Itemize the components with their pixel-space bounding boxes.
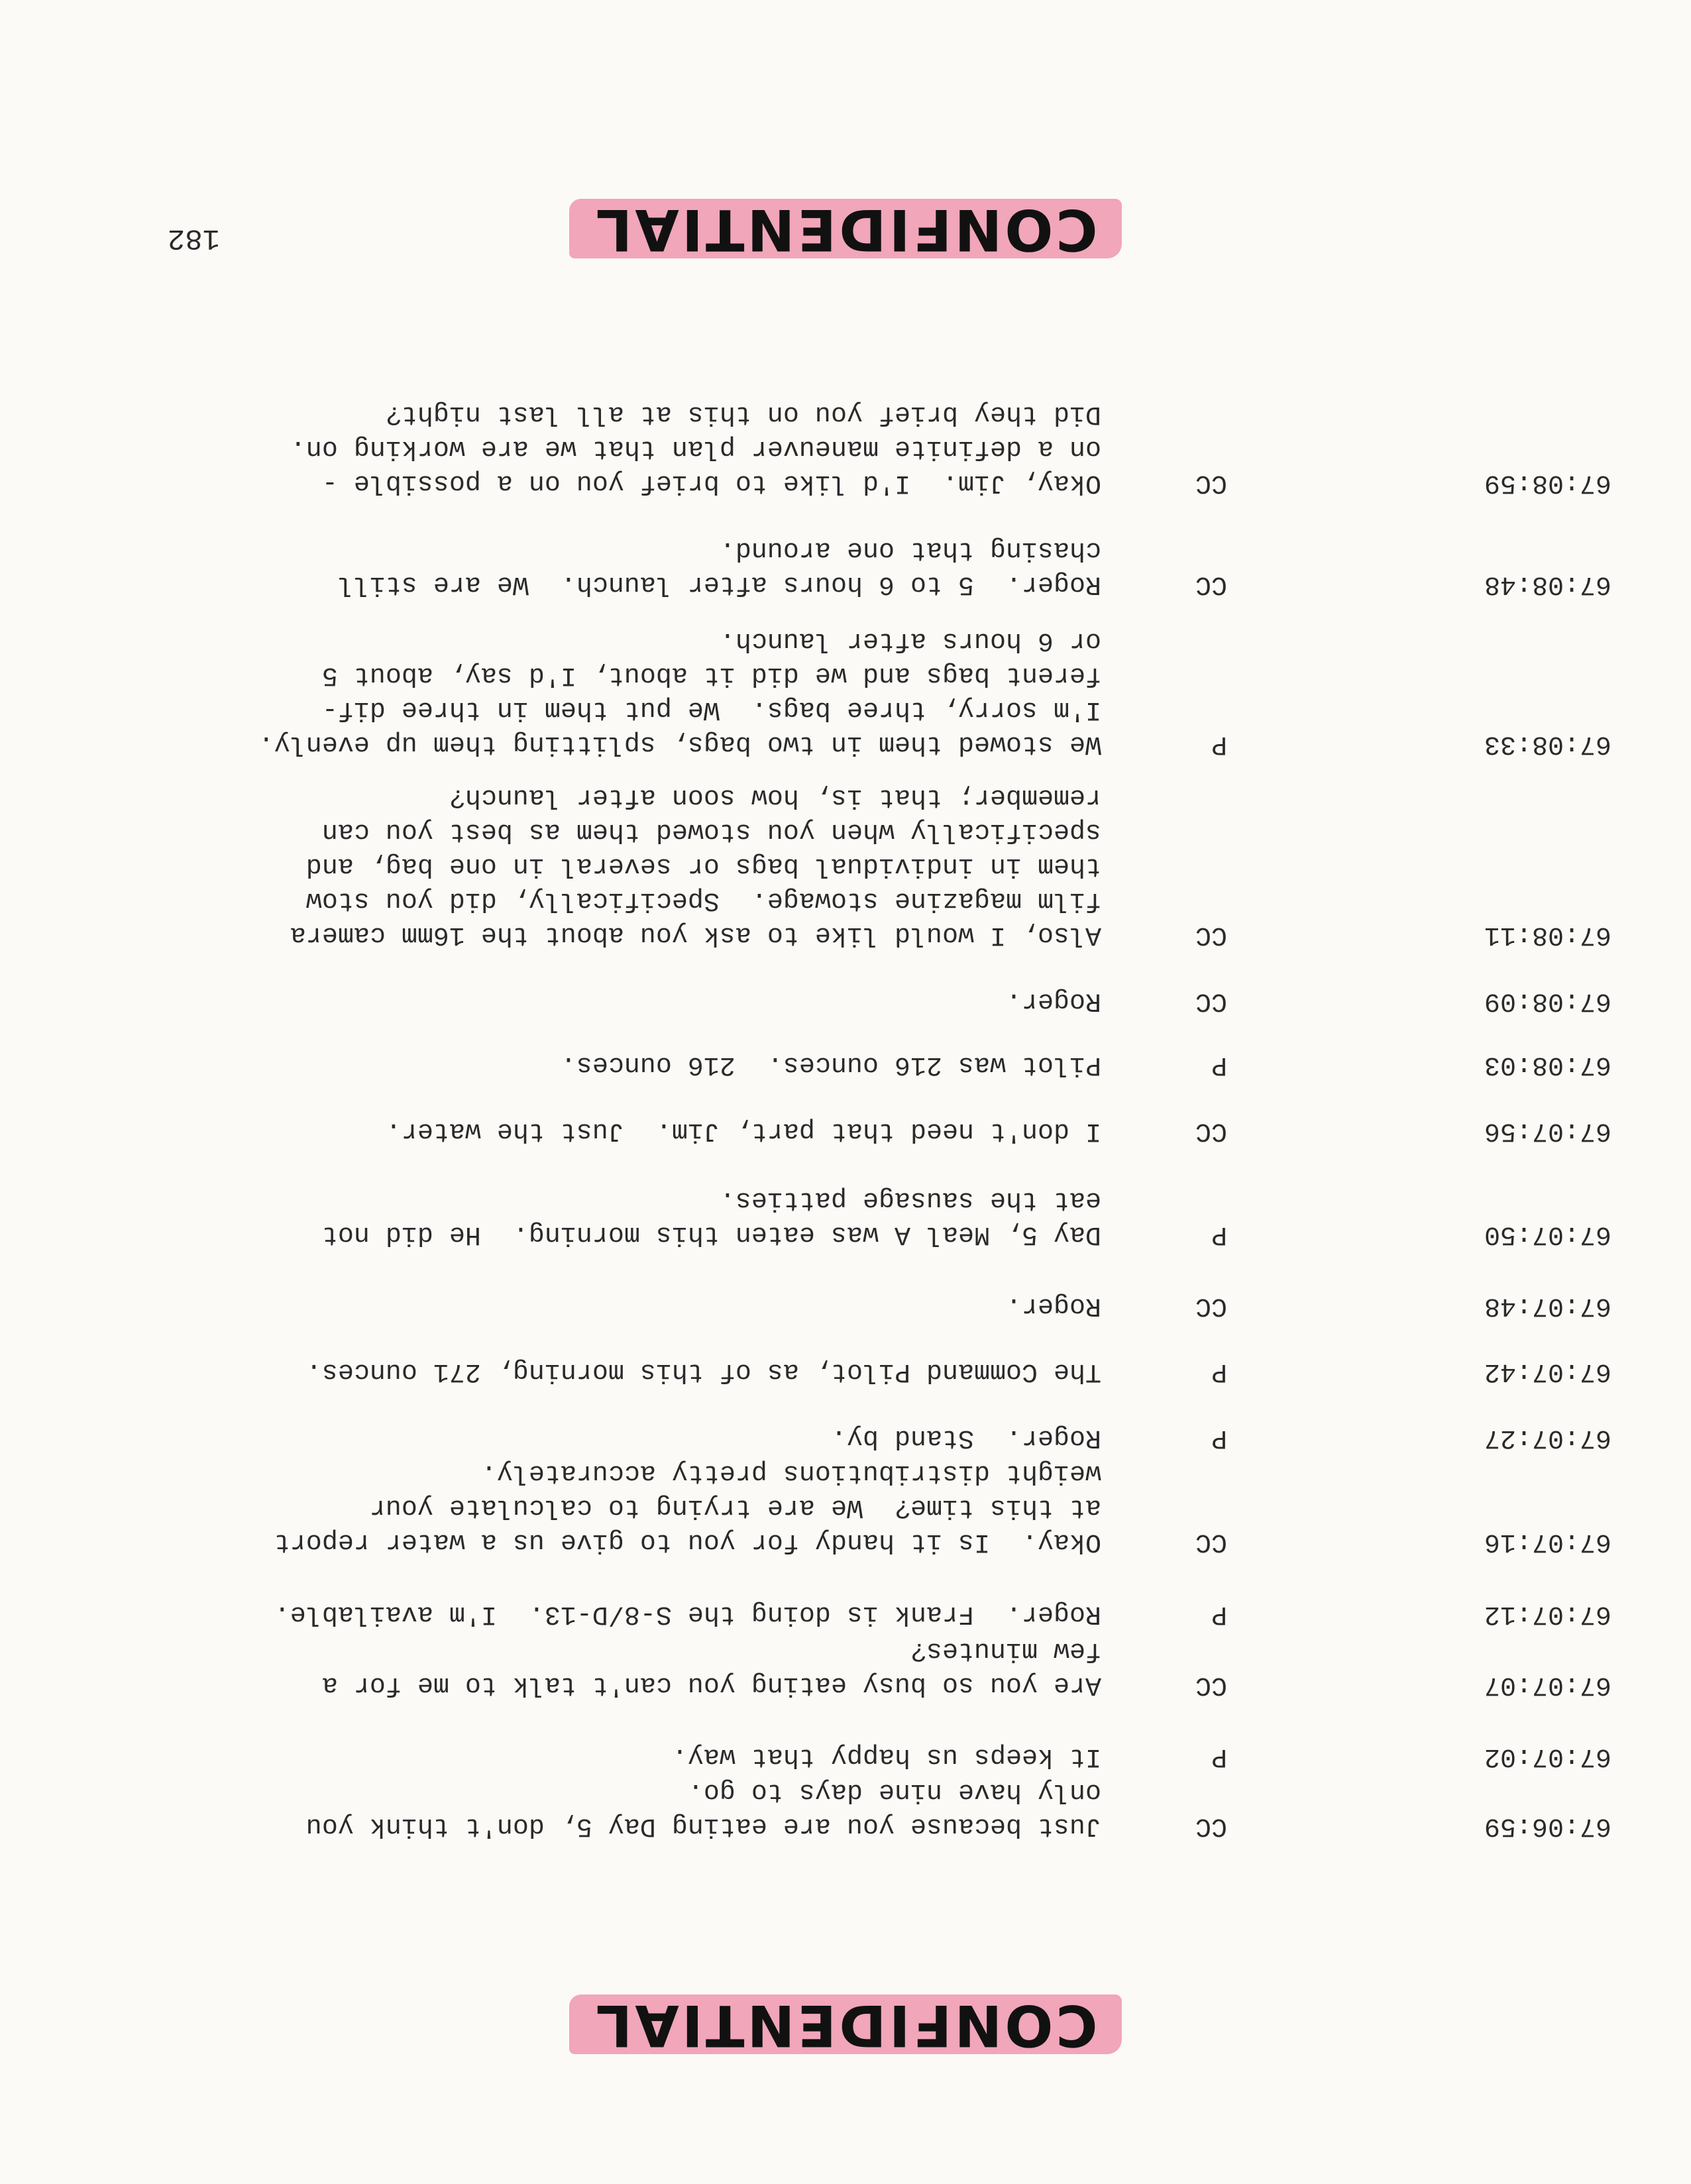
- speaker: CC: [1195, 1811, 1227, 1841]
- speaker: P: [1211, 1423, 1227, 1452]
- utterance-line: I'm sorry, three bags. We put them in three dif-: [321, 694, 1101, 724]
- timestamp: 67:07:56: [1484, 1116, 1611, 1146]
- speaker: P: [1211, 1219, 1227, 1249]
- timestamp: 67:07:02: [1484, 1741, 1611, 1771]
- utterance-line: few minutes?: [910, 1635, 1101, 1665]
- timestamp: 67:06:59: [1484, 1811, 1611, 1841]
- utterance-line: We stowed them in two bags, splitting them up evenly.: [258, 729, 1101, 759]
- utterance-line: Also, I would like to ask you about the 16mm camera: [290, 920, 1101, 950]
- speaker: CC: [1195, 1291, 1227, 1321]
- classification-stamp-top: [0, 196, 1691, 262]
- page-number: 182: [167, 221, 220, 254]
- utterance: [107, 1633, 1101, 1702]
- utterance-line: Just because you are eating Day 5, don't think you: [305, 1811, 1101, 1841]
- utterance: [107, 779, 1101, 952]
- utterance-line: Roger. 5 to 6 hours after launch. We are still: [337, 569, 1101, 599]
- speaker: CC: [1195, 986, 1227, 1016]
- speaker: CC: [1195, 1527, 1227, 1556]
- speaker: CC: [1195, 920, 1227, 950]
- utterance-line: specifically when you stowed them as best you can: [321, 816, 1101, 846]
- timestamp: 67:07:50: [1484, 1219, 1611, 1249]
- timestamp: 67:07:27: [1484, 1423, 1611, 1452]
- utterance: [107, 396, 1101, 500]
- timestamp: 67:07:12: [1484, 1599, 1611, 1629]
- utterance: [107, 1420, 1101, 1454]
- utterance-line: It keeps us happy that way.: [671, 1741, 1101, 1771]
- utterance-line: Are you so busy eating you can't talk to me for a: [321, 1670, 1101, 1700]
- classification-label: CONFIDENTIAL: [593, 196, 1098, 262]
- timestamp: 67:08:03: [1484, 1050, 1611, 1079]
- timestamp: 67:07:16: [1484, 1527, 1611, 1556]
- timestamp: 67:07:07: [1484, 1670, 1611, 1700]
- utterance: [107, 1455, 1101, 1558]
- speaker: P: [1211, 1599, 1227, 1629]
- utterance: [107, 1739, 1101, 1773]
- utterance-line: them in individual bags or several in one bag, and: [305, 851, 1101, 881]
- utterance: [107, 983, 1101, 1018]
- utterance-line: Roger. Frank is doing the S-8/D-13. I'm available.: [274, 1599, 1101, 1629]
- speaker: CC: [1195, 569, 1227, 599]
- classification-label: CONFIDENTIAL: [593, 1992, 1098, 2058]
- utterance-line: Pilot was 216 ounces. 216 ounces.: [560, 1050, 1101, 1079]
- utterance-line: I don't need that part, Jim. Just the water.: [385, 1116, 1101, 1146]
- utterance-line: The Command Pilot, as of this morning, 271 ounces.: [305, 1356, 1101, 1386]
- speaker: P: [1211, 729, 1227, 759]
- utterance-line: chasing that one around.: [719, 535, 1101, 565]
- utterance-line: Roger. Stand by.: [830, 1423, 1101, 1452]
- utterance-line: ferent bags and we did it about, I'd say, about 5: [321, 660, 1101, 690]
- speaker: P: [1211, 1050, 1227, 1079]
- utterance-line: remember; that is, how soon after launch?: [449, 782, 1101, 812]
- utterance-line: eat the sausage patties.: [719, 1185, 1101, 1215]
- speaker: CC: [1195, 468, 1227, 498]
- utterance-line: weight distributions pretty accurately.: [480, 1458, 1101, 1488]
- utterance-line: on a definite maneuver plan that we are working on.: [290, 433, 1101, 463]
- utterance-line: Roger.: [1005, 986, 1101, 1016]
- timestamp: 67:08:48: [1484, 569, 1611, 599]
- utterance-line: Did they brief you on this at all last night?: [385, 399, 1101, 429]
- utterance: [107, 1354, 1101, 1388]
- utterance-line: at this time? We are trying to calculate your: [369, 1492, 1101, 1522]
- timestamp: 67:08:11: [1484, 920, 1611, 950]
- utterance-line: film magazine stowage. Specifically, did you stow: [305, 885, 1101, 915]
- utterance-line: Okay. Is it handy for you to give us a water report: [274, 1527, 1101, 1556]
- classification-stamp-bottom: [0, 1992, 1691, 2058]
- speaker: P: [1211, 1741, 1227, 1771]
- speaker: CC: [1195, 1670, 1227, 1700]
- utterance: [107, 1113, 1101, 1148]
- utterance-line: Okay, Jim. I'd like to brief you on a possible -: [321, 468, 1101, 498]
- utterance: [107, 532, 1101, 601]
- timestamp: 67:08:33: [1484, 729, 1611, 759]
- utterance: [107, 1288, 1101, 1323]
- timestamp: 67:07:48: [1484, 1291, 1611, 1321]
- speaker: P: [1211, 1356, 1227, 1386]
- utterance: [107, 1182, 1101, 1251]
- utterance-line: only have nine days to go.: [687, 1776, 1101, 1806]
- utterance: [107, 1596, 1101, 1631]
- speaker: CC: [1195, 1116, 1227, 1146]
- utterance-line: Day 5, Meal A was eaten this morning. He did not: [321, 1219, 1101, 1249]
- utterance: [107, 1047, 1101, 1081]
- utterance: [107, 1774, 1101, 1843]
- timestamp: 67:08:09: [1484, 986, 1611, 1016]
- utterance-line: Roger.: [1005, 1291, 1101, 1321]
- utterance-line: or 6 hours after launch.: [719, 626, 1101, 655]
- timestamp: 67:07:42: [1484, 1356, 1611, 1386]
- utterance: [107, 623, 1101, 761]
- timestamp: 67:08:59: [1484, 468, 1611, 498]
